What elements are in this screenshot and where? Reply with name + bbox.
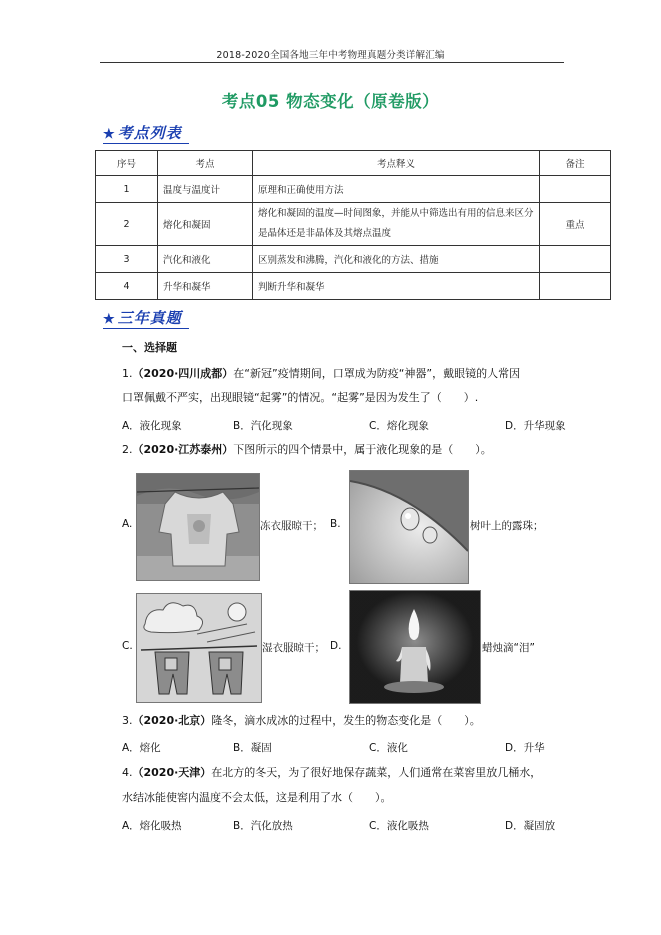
table-cell-note: 重点 [540, 203, 611, 246]
section-heading-list [103, 122, 182, 143]
header-divider [100, 62, 564, 63]
question-4 [122, 760, 541, 786]
table-cell-desc: 原理和正确使用方法 [253, 176, 540, 203]
table-cell-desc: 熔化和凝固的温度—时间图象，并能从中筛选出有用的信息来区分是晶体还是非晶体及其熔点温度 [253, 203, 540, 246]
option: B．汽化现象 [233, 420, 293, 432]
question-4-line2: 水结冰能使窖内温度不会太低，这是利用了水（ ）。 [122, 791, 392, 804]
option: B．凝固 [233, 742, 272, 754]
table-header-cell: 备注 [540, 151, 611, 176]
question-number: 3. [122, 714, 133, 727]
candle-image [349, 590, 481, 704]
frozen-clothes-image [136, 473, 260, 581]
table-cell-no: 4 [96, 273, 158, 300]
option-caption: 冻衣服晾干； [260, 520, 323, 532]
option-letter: D. [330, 640, 342, 652]
question-1-line2: 口罩佩戴不严实，出现眼镜“起雾”的情况。“起雾”是因为发生了（ ）. [122, 391, 479, 404]
question-2 [122, 437, 492, 463]
table-header-cell: 考点 [158, 151, 253, 176]
table-cell-name: 熔化和凝固 [158, 203, 253, 246]
option-letter: B. [330, 518, 341, 530]
table-cell-name: 汽化和液化 [158, 246, 253, 273]
section-heading-list-text: 考点列表 [117, 124, 182, 142]
table-row [96, 176, 611, 203]
table-cell-no: 2 [96, 203, 158, 246]
option: C．液化 [369, 742, 408, 754]
question-text: 在“新冠”疫情期间，口罩成为防疫“神器”，戴眼镜的人常因 [233, 367, 521, 380]
option: D．升华 [505, 742, 545, 754]
option: B．汽化放热 [233, 820, 293, 832]
subheading: 一、选择题 [122, 341, 177, 354]
star-icon: ★ [103, 312, 116, 327]
option: A．熔化 [122, 742, 161, 754]
question-1 [122, 361, 520, 387]
page-title: 考点05 物态变化（原卷版） [221, 92, 440, 111]
table-cell-note [540, 176, 611, 203]
question-source: （2020·四川成都） [132, 367, 234, 380]
option: C．熔化现象 [369, 420, 429, 432]
wet-clothes-image [136, 593, 262, 703]
question-text: 隆冬，滴水成冰的过程中，发生的物态变化是（ ）。 [211, 714, 481, 727]
option-letter: C. [122, 640, 133, 652]
points-table [95, 150, 611, 300]
table-cell-note [540, 246, 611, 273]
table-row [96, 273, 611, 300]
table-row [96, 246, 611, 273]
table-header-cell: 序号 [96, 151, 158, 176]
question-3 [122, 708, 481, 734]
question-text: 下图所示的四个情景中，属于液化现象的是（ ）。 [233, 443, 492, 456]
question-text: 在北方的冬天，为了很好地保存蔬菜，人们通常在菜窖里放几桶水， [211, 766, 542, 779]
table-header-row [96, 151, 611, 176]
option-caption: 蜡烛滴“泪” [482, 642, 535, 654]
star-icon: ★ [103, 127, 116, 142]
table-cell-desc: 区别蒸发和沸腾，汽化和液化的方法、措施 [253, 246, 540, 273]
table-cell-note [540, 273, 611, 300]
option: D．升华现象 [505, 420, 566, 432]
table-cell-no: 3 [96, 246, 158, 273]
question-number: 4. [122, 766, 133, 779]
option: A．熔化吸热 [122, 820, 182, 832]
question-number: 1. [122, 367, 133, 380]
option-caption: 湿衣服晾干； [262, 642, 325, 654]
option: D．凝固放 [505, 820, 556, 832]
section-heading-exam-text: 三年真题 [117, 309, 182, 327]
table-cell-desc: 判断升华和凝华 [253, 273, 540, 300]
question-source: （2020·江苏泰州） [132, 443, 234, 456]
table-cell-name: 升华和凝华 [158, 273, 253, 300]
option-caption: 树叶上的露珠； [470, 520, 544, 532]
table-header-cell: 考点释义 [253, 151, 540, 176]
option: C．液化吸热 [369, 820, 429, 832]
section-heading-exam [103, 307, 182, 328]
question-source: （2020·北京） [132, 714, 212, 727]
table-cell-no: 1 [96, 176, 158, 203]
option: A．液化现象 [122, 420, 182, 432]
table-row [96, 203, 611, 246]
table-cell-name: 温度与温度计 [158, 176, 253, 203]
section-underline [103, 143, 189, 144]
question-source: （2020·天津） [132, 766, 212, 779]
dew-on-leaf-image [349, 470, 469, 584]
option-letter: A. [122, 518, 133, 530]
page-header: 2018-2020全国各地三年中考物理真题分类详解汇编 [216, 50, 445, 61]
question-number: 2. [122, 443, 133, 456]
section-underline [103, 328, 189, 329]
